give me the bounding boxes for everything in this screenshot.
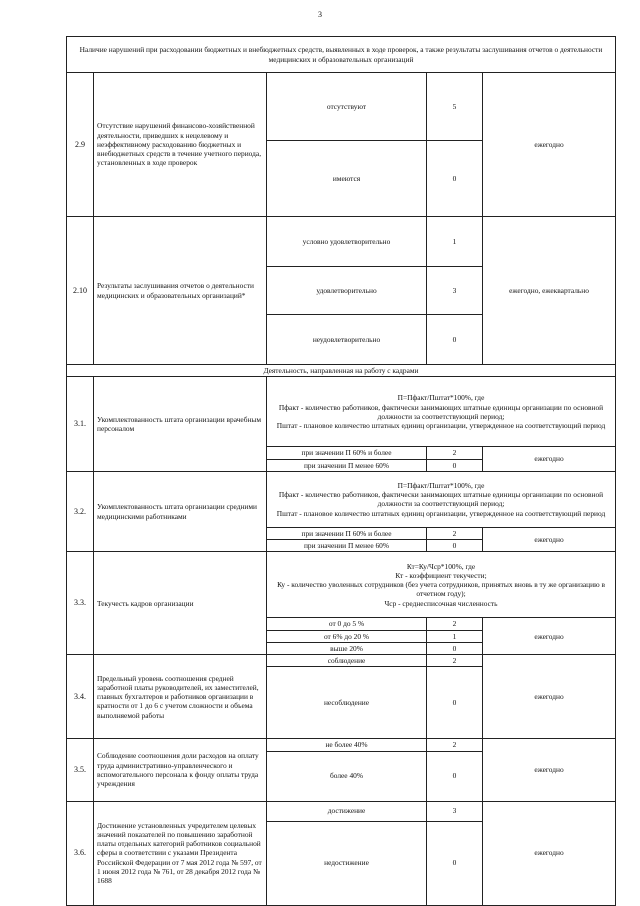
value-option: соблюдение — [267, 655, 427, 667]
formula-text — [267, 377, 616, 447]
score-cell: 0 — [427, 141, 483, 217]
row-number: 3.6. — [67, 801, 94, 905]
score-cell: 0 — [427, 459, 483, 471]
score-cell: 3 — [427, 801, 483, 821]
criterion-text: Укомплектованность штата организации средними медицинскими работниками — [94, 471, 267, 552]
value-option: при значении П менее 60% — [267, 540, 427, 552]
section-header: Наличие нарушений при расходовании бюджетных и внебюджетных средств, выявленных в ходе проверок, а также результаты заслушивания отчетов о деятельности медицинских и образовательных организаций — [67, 37, 616, 73]
value-option: неудовлетворительно — [267, 315, 427, 365]
criterion-text: Укомплектованность штата организации врачебным персоналом — [94, 377, 267, 472]
row-number: 3.1. — [67, 377, 94, 472]
value-option: не более 40% — [267, 739, 427, 751]
score-cell: 5 — [427, 73, 483, 141]
score-cell: 2 — [427, 739, 483, 751]
formula-line: П=Пфакт/Пштат*100%, где — [397, 480, 485, 490]
value-option: отсутствуют — [267, 73, 427, 141]
value-option: несоблюдение — [267, 667, 427, 739]
periodicity: ежегодно — [483, 447, 616, 472]
value-option: удовлетворительно — [267, 267, 427, 315]
periodicity: ежегодно — [483, 527, 616, 552]
formula-line: П=Пфакт/Пштат*100%, где — [397, 393, 485, 403]
formula-line: Пфакт - количество работников, фактически занимающих штатные единицы организации по основной должности за соответствующий период; — [278, 490, 604, 509]
value-option: от 0 до 5 % — [267, 618, 427, 630]
section-kadry: Деятельность, направленная на работу с кадрами — [67, 365, 616, 377]
value-option: имеются — [267, 141, 427, 217]
score-cell: 0 — [427, 540, 483, 552]
value-option: при значении П менее 60% — [267, 459, 427, 471]
score-cell: 0 — [427, 667, 483, 739]
value-option: от 6% до 20 % — [267, 630, 427, 642]
formula-line: Пфакт - количество работников, фактически занимающих штатные единицы организации по основной должности за соответствующий период; — [278, 402, 604, 421]
row-number: 3.2. — [67, 471, 94, 552]
score-cell: 1 — [427, 217, 483, 267]
page-number: 3 — [318, 10, 322, 19]
criterion-text: Достижение установленных учредителем целевых значений показателей по повышению заработной платы отдельных категорий работников социальной сферы в соответствии с указами Президента Российской Федерации от 7 мая 2012 года № 597, от 1 июня 2012 года № 761, от 28 декабря 2012 года № 1688 — [94, 801, 267, 905]
formula-text — [267, 552, 616, 618]
score-cell: 2 — [427, 618, 483, 630]
score-cell: 0 — [427, 821, 483, 905]
formula-text — [267, 471, 616, 527]
periodicity: ежегодно, ежеквартально — [483, 217, 616, 365]
row-number: 2.9 — [67, 73, 94, 217]
periodicity: ежегодно — [483, 801, 616, 905]
periodicity: ежегодно — [483, 618, 616, 655]
value-option: при значении П 60% и более — [267, 527, 427, 539]
score-cell: 0 — [427, 751, 483, 801]
formula-line: Ку - количество уволенных сотрудников (без учета сотрудников, принятых вновь в ту же организацию в отчетном году); — [277, 580, 605, 599]
score-cell: 2 — [427, 655, 483, 667]
formula-line: Кт=Ку/Чср*100%, где — [406, 561, 476, 571]
criterion-text: Отсутствие нарушений финансово-хозяйственной деятельности, приведших к нецелевому и неэффективному расходованию бюджетных и внебюджетных средств в течение учетного периода, установленных в ходе проверок — [94, 73, 267, 217]
row-number: 3.5. — [67, 739, 94, 801]
periodicity: ежегодно — [483, 739, 616, 801]
criterion-text: Соблюдение соотношения доли расходов на оплату труда административно-управленческого и вспомогательного персонала к фонду оплаты труда учреждения — [94, 739, 267, 801]
criterion-text: Текучесть кадров организации — [94, 552, 267, 655]
score-cell: 1 — [427, 630, 483, 642]
row-number: 3.3. — [67, 552, 94, 655]
score-cell: 2 — [427, 527, 483, 539]
score-cell: 3 — [427, 267, 483, 315]
value-option: недостижение — [267, 821, 427, 905]
row-number: 2.10 — [67, 217, 94, 365]
row-number: 3.4. — [67, 655, 94, 739]
periodicity: ежегодно — [483, 655, 616, 739]
formula-line: Пштат - плановое количество штатных единиц организации, утвержденное на соответствующий период — [276, 508, 606, 518]
score-cell: 2 — [427, 447, 483, 459]
value-option: условно удовлетворительно — [267, 217, 427, 267]
criteria-table — [66, 36, 616, 906]
score-cell: 0 — [427, 315, 483, 365]
value-option: выше 20% — [267, 642, 427, 654]
value-option: более 40% — [267, 751, 427, 801]
formula-line: Кт - коэффициент текучести; — [395, 570, 487, 580]
score-cell: 0 — [427, 642, 483, 654]
value-option: достижение — [267, 801, 427, 821]
value-option: при значении П 60% и более — [267, 447, 427, 459]
criterion-text: Предельный уровень соотношения средней заработной платы руководителей, их заместителей, главных бухгалтеров и работников организации в кратности от 1 до 6 с учетом сложности и объема выполняемой работы — [94, 655, 267, 739]
formula-line: Пштат - плановое количество штатных единиц организации, утвержденное на соответствующий период — [276, 421, 606, 430]
periodicity: ежегодно — [483, 73, 616, 217]
formula-line: Чср - среднесписочная численность — [384, 598, 498, 608]
criterion-text: Результаты заслушивания отчетов о деятельности медицинских и образовательных организаций* — [94, 217, 267, 365]
